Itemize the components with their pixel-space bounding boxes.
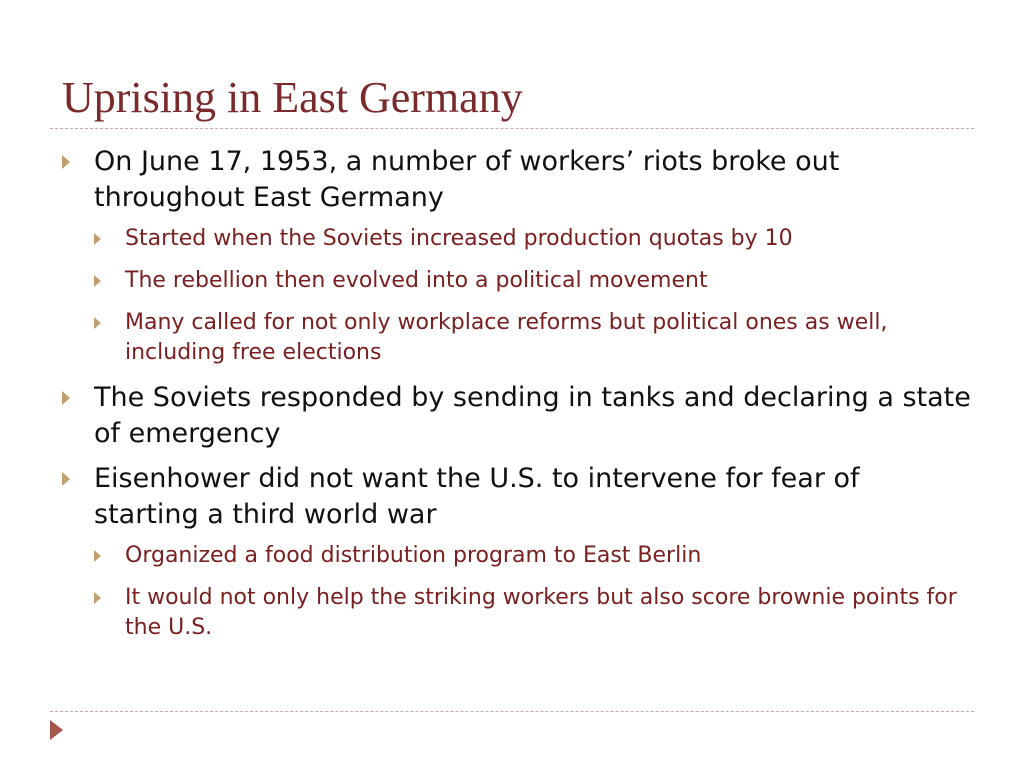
triangle-bullet-icon	[62, 472, 70, 486]
sub-bullet-item	[94, 266, 972, 296]
corner-arrow-icon	[50, 720, 63, 740]
sub-bullet-item	[94, 541, 972, 571]
sub-bullet-item	[94, 224, 972, 254]
bullet-item	[62, 144, 972, 368]
triangle-bullet-icon	[94, 275, 101, 287]
title-divider	[50, 128, 974, 129]
triangle-bullet-icon	[94, 550, 101, 562]
bullet-item	[62, 461, 972, 643]
bullet-text: Eisenhower did not want the U.S. to intervene for fear of starting a third world war	[94, 463, 860, 530]
bullet-text: On June 17, 1953, a number of workers’ riots broke out throughout East Germany	[94, 146, 840, 213]
sub-bullet-text: The rebellion then evolved into a political movement	[125, 268, 708, 293]
slide-title: Uprising in East Germany	[62, 73, 523, 122]
bullet-text: The Soviets responded by sending in tanks and declaring a state of emergency	[94, 382, 971, 449]
sub-bullet-text: It would not only help the striking workers but also score brownie points for the U.S.	[125, 585, 957, 640]
bullet-list	[62, 144, 972, 655]
triangle-bullet-icon	[94, 233, 101, 245]
sub-bullet-text: Many called for not only workplace reforms but political ones as well, including free elections	[125, 310, 888, 365]
sub-bullet-item	[94, 308, 972, 368]
sub-bullet-text: Started when the Soviets increased production quotas by 10	[125, 226, 793, 251]
sub-bullet-text: Organized a food distribution program to East Berlin	[125, 543, 702, 568]
triangle-bullet-icon	[94, 592, 101, 604]
triangle-bullet-icon	[62, 155, 70, 169]
triangle-bullet-icon	[62, 391, 70, 405]
sub-bullet-list	[94, 224, 972, 368]
sub-bullet-list	[94, 541, 972, 643]
bullet-item	[62, 380, 972, 452]
sub-bullet-item	[94, 583, 972, 643]
triangle-bullet-icon	[94, 317, 101, 329]
footer-divider	[50, 711, 974, 712]
